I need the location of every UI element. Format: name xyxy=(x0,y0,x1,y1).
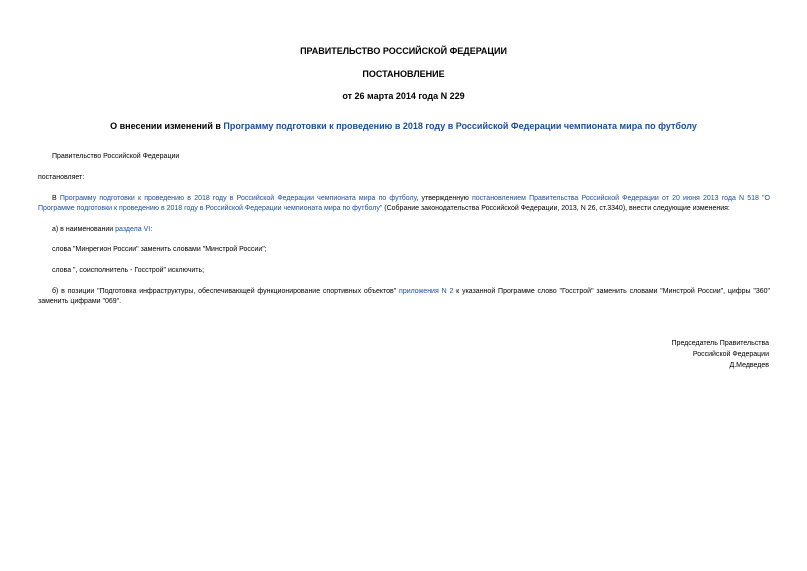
p3-text-3: (Собрание законодательства Российской Федерации, 2013, N 26, ст.3340), внести следующие изменения: xyxy=(382,205,730,212)
paragraph-item-b xyxy=(38,287,770,307)
signature-block xyxy=(569,338,769,371)
appendix-2-link[interactable]: приложения N 2 xyxy=(399,288,454,295)
item-b-text-1: б) в позиции "Подготовка инфраструктуры, обеспечивающей функционирование спортивных объектов" xyxy=(52,288,400,295)
paragraph-resolves: постановляет: xyxy=(38,174,85,181)
signature-government: Российской Федерации xyxy=(692,351,769,358)
document-subject xyxy=(0,121,807,132)
date-number-heading: от 26 марта 2014 года N 229 xyxy=(342,91,465,101)
program-link[interactable]: Программу подготовки к проведению в 2018 году в Российской Федерации чемпионата мира по футболу xyxy=(59,195,417,202)
document-type-heading: ПОСТАНОВЛЕНИЕ xyxy=(362,69,445,79)
paragraph-government: Правительство Российской Федерации xyxy=(52,153,180,160)
p3-text-2: , утвержденную xyxy=(416,195,472,202)
resolution-518-link[interactable]: постановлением Правительства Российской Федерации от 20 июня 2013 года N 518 "О Программе подготовки к проведению в 2018 году в Российской Федерации чемпионата мира по футболу" xyxy=(38,195,770,212)
paragraph-replace-minregion: слова "Минрегион России" заменить словами "Минстрой России"; xyxy=(52,246,267,253)
signature-name: Д.Медведев xyxy=(729,362,769,369)
paragraph-amendments-intro xyxy=(38,194,770,214)
paragraph-item-a xyxy=(52,225,152,235)
p3-text-1: В xyxy=(52,195,60,202)
subject-prefix: О внесении изменений в xyxy=(110,121,224,131)
paragraph-remove-gosstroy: слова ", соисполнитель - Госстрой" исключить; xyxy=(52,267,205,274)
item-a-colon: : xyxy=(150,226,153,233)
authority-heading: ПРАВИТЕЛЬСТВО РОССИЙСКОЙ ФЕДЕРАЦИИ xyxy=(300,46,507,56)
subject-program-link[interactable]: Программу подготовки к проведению в 2018 году в Российской Федерации чемпионата мира по футболу xyxy=(223,121,697,131)
section-vi-link[interactable]: раздела VI xyxy=(115,226,151,233)
item-a-text: а) в наименовании xyxy=(52,226,116,233)
signature-position: Председатель Правительства xyxy=(671,340,769,347)
item-b-text-2: к указанной Программе слово "Госстрой" заменить словами "Минстрой России", цифры "360" заменить цифрами "069". xyxy=(38,288,770,305)
